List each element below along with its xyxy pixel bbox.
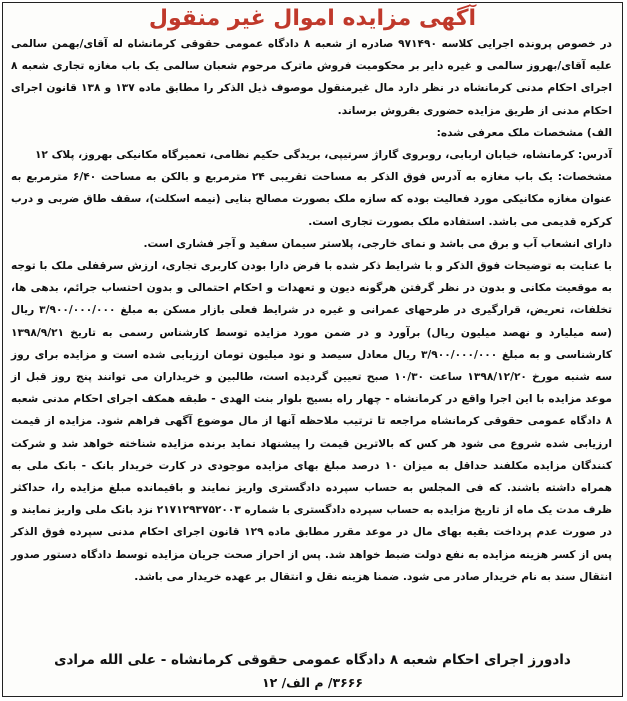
utilities-paragraph: دارای انشعاب آب و برق می باشد و نمای خارجی، پلاستر سیمان سفید و آجر فشاری است. <box>143 237 612 250</box>
section-heading: الف) مشخصات ملک معرفی شده: <box>436 126 612 139</box>
specs-paragraph: مشخصات: یک باب مغازه به آدرس فوق الذکر به مساحت تقریبی ۲۴ مترمربع و بالکن به مساحت ۶/۴۰ مترمربع به عنوان مغازه مکانیکی مورد فعالیت بوده که سازه ملک بصورت مصالح بنایی (نیمه اسکلت)، سقف طاق ضربی و درب کرکره قدیمی می باشد. استفاده ملک بصورت تجاری است. <box>11 171 613 228</box>
notice-footer <box>3 648 622 694</box>
terms-paragraph: با عنایت به توضیحات فوق الذکر و با شرایط ذکر شده با فرض دارا بودن کاربری تجاری، ارزش سرقفلی ملک با توجه به موقعیت مکانی و بدون در نظر گرفتن هرگونه دیون و تعهدات و احکام احتمالی و بدون احتساب جرائم، بدهی ها، تخلفات، تعریض، قرارگیری در طرحهای عمرانی و غیره در شرایط فعلی بازار مسکن به مبلغ ۳/۹۰۰/۰۰۰/۰۰۰ ریال (سه میلیارد و نهصد میلیون ریال) برآورد و در ضمن مورد مزایده توسط کارشناس رسمی به تاریخ ۱۳۹۸/۹/۲۱ کارشناسی و به مبلغ ۳/۹۰۰/۰۰۰/۰۰۰ ریال معادل سیصد و نود میلیون تومان ارزیابی شده است و مزایده برای روز سه شنبه مورخ ۱۳۹۸/۱۲/۲۰ ساعت ۱۰/۳۰ صبح تعیین گردیده است، طالبین و خریداران می توانند پنج روز قبل از موعد مزایده با این اجرا واقع در کرمانشاه - چهار راه بسیج بلوار بنت الهدی - طبقه همکف اجرای احکام مدنی شعبه ۸ دادگاه عمومی حقوقی کرمانشاه مراجعه تا ترتیب ملاحظه آنها از مال موضوع آگهی فراهم شود. مزایده از قیمت ارزیابی شده شروع می شود هر کس که بالاترین قیمت را پیشنهاد نماید برنده مزایده شناخته خواهد شد و شرکت کنندگان مزایده مکلفند حداقل به میزان ۱۰ درصد مبلغ بهای مزایده موجودی در کارت خریدار بانک - بانک ملی به همراه داشته باشند. که فی المجلس به حساب سپرده دادگستری واریز نمایند و باقیمانده مبلغ مزایده را، حداکثر ظرف مدت یک ماه از تاریخ مزایده به حساب سپرده دادگستری با شماره ۲۱۷۱۲۹۳۷۵۲۰۰۳ نزد بانک ملی واریز نمایند و در صورت عدم پرداخت بقیه بهای مال در موعد مقرر مطابق ماده ۱۲۹ قانون اجرای احکام مدنی سپرده فوق الذکر پس از کسر هزینه مزایده به نفع دولت ضبط خواهد شد. پس از احراز صحت جریان مزایده توسط دادگاه دستور صدور انتقال سند به نام خریدار صادر می شود. ضمنا هزینه نقل و انتقال بر عهده خریدار می باشد. <box>11 260 613 583</box>
notice-sheet <box>2 2 623 697</box>
intro-paragraph: در خصوص پرونده اجرایی کلاسه ۹۷۱۴۹۰ صادره از شعبه ۸ دادگاه عمومی حقوقی کرمانشاه له آقای/بهمن سالمی علیه آقای/بهروز سالمی و غیره دایر بر محکومیت فروش ماترک مرحوم شعبان سالمی یک باب مغازه تجاری شعبه ۸ اجرای احکام مدنی کرمانشاه در نظر دارد مال غیرمنقول موصوف ذیل الذکر را مطابق ماده ۱۳۷ و ۱۳۸ قانون اجرای احکام مدنی از طریق مزایده حضوری بفروش برساند. <box>11 38 613 117</box>
reference-code: ۳۶۶۶/ م الف/ ۱۲ <box>261 675 363 690</box>
notice-body <box>3 33 622 588</box>
address-paragraph: آدرس: کرمانشاه، خیابان اربابی، روبروی گاراژ سرتیپی، بریدگی حکیم نظامی، تعمیرگاه مکانیکی بهروز، پلاک ۱۲ <box>34 149 612 162</box>
notice-title: آگهی مزایده اموال غیر منقول <box>148 6 477 31</box>
signature-line: دادورز اجرای احکام شعبه ۸ دادگاه عمومی حقوقی کرمانشاه - علی الله مرادی <box>54 652 571 668</box>
